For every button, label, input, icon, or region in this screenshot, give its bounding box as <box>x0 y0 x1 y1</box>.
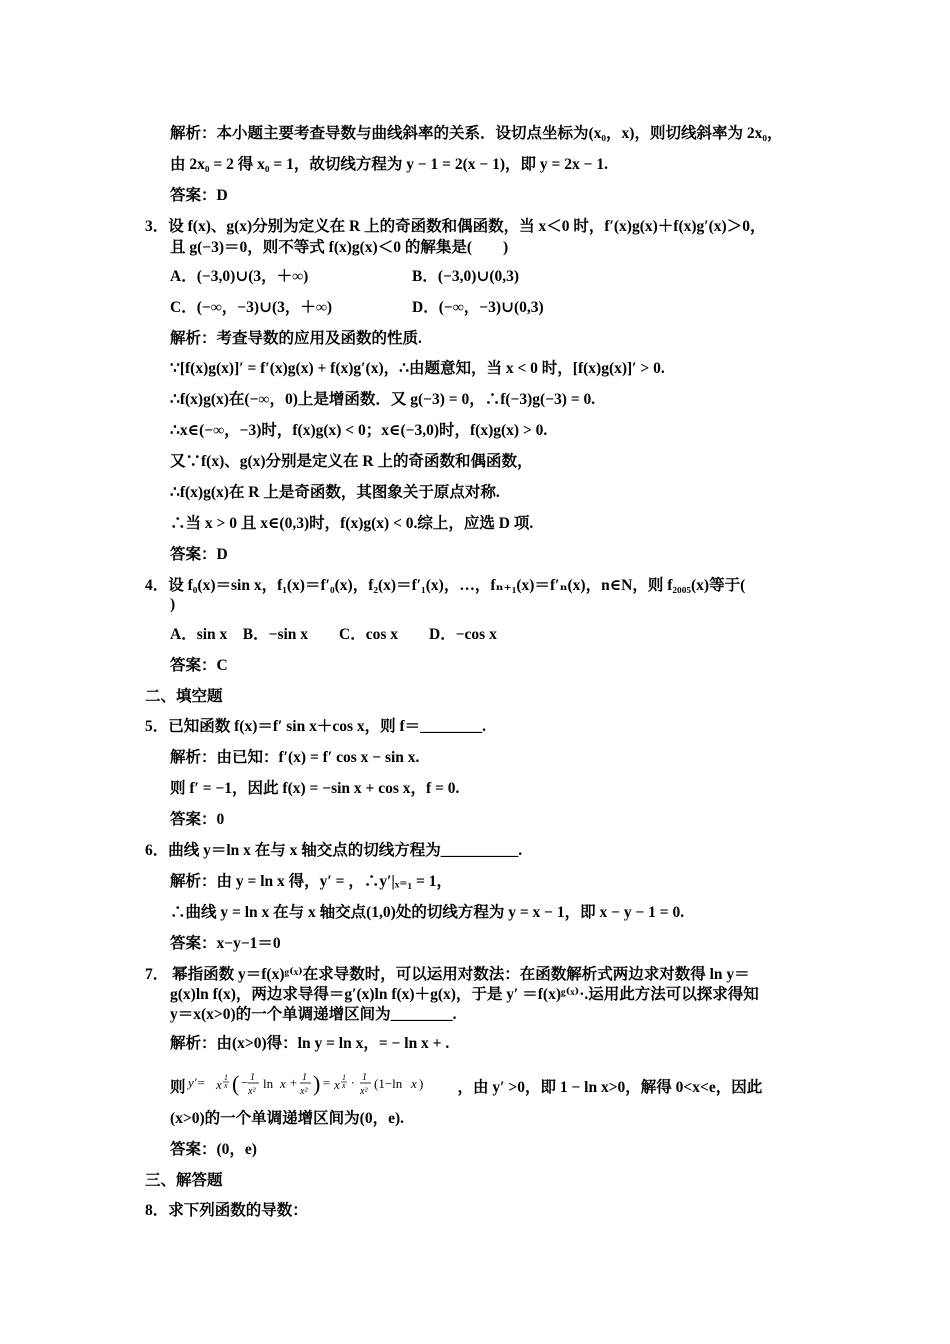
svg-text:1: 1 <box>249 1072 255 1083</box>
solution-line: 由 2x₀ = 2 得 x₀ = 1，故切线方程为 y − 1 = 2(x − 1)，即 y = 2x − 1. <box>170 156 608 173</box>
svg-text:x: x <box>341 1081 346 1090</box>
solution-line-with-formula <box>170 1068 762 1109</box>
option-b: B．(−3,0)∪(0,3) <box>412 268 520 285</box>
solution-line: 又∵f(x)、g(x)分别是定义在 R 上的奇函数和偶函数， <box>170 453 533 470</box>
solution-line: ∵[f(x)g(x)]′ = f′(x)g(x) + f(x)g′(x)，∴由题意知，当 x < 0 时，[f(x)g(x)]′ > 0. <box>170 360 665 377</box>
answer-line: 答案：C <box>170 657 228 674</box>
svg-text:x: x <box>223 1081 228 1090</box>
answer-line: 答案：0 <box>170 811 225 828</box>
svg-text:x²: x² <box>299 1086 307 1097</box>
svg-text:−: − <box>239 1075 249 1090</box>
answer-line: 答案：D <box>170 187 228 204</box>
solution-line: ∴当 x > 0 且 x∈(0,3)时，f(x)g(x) < 0.综上，应选 D 项. <box>170 515 534 532</box>
section-heading-fill-blank: 二、填空题 <box>145 688 223 705</box>
question-5: 5．已知函数 f(x)＝f′ sin x＋cos x，则 f＝________. <box>145 718 487 735</box>
question-4-cont: ) <box>170 596 176 613</box>
svg-text:x²: x² <box>247 1086 255 1097</box>
svg-text:1: 1 <box>223 1073 228 1082</box>
svg-text:(1−ln: (1−ln <box>373 1076 402 1091</box>
svg-text:x: x <box>215 1077 222 1092</box>
option-c: C．(−∞，−3)∪(3，＋∞) <box>170 299 333 316</box>
svg-text:1: 1 <box>361 1072 367 1083</box>
answer-line: 答案：x−y−1＝0 <box>170 935 281 952</box>
solution-line: 解析：由已知：f′(x) = f′ cos x − sin x. <box>170 749 420 766</box>
svg-text:y′=: y′= <box>187 1075 205 1090</box>
svg-text:x: x <box>410 1076 417 1091</box>
question-6: 6．曲线 y＝ln x 在与 x 轴交点的切线方程为__________. <box>145 842 523 859</box>
solution-line: ∴f(x)g(x)在 R 上是奇函数，其图象关于原点对称. <box>170 484 500 501</box>
svg-text:·: · <box>350 1075 354 1090</box>
solution-line: ∴x∈(−∞，−3)时，f(x)g(x) < 0；x∈(−3,0)时，f(x)g(x) > 0. <box>170 422 548 439</box>
solution-line: (x>0)的一个单调递增区间为(0，e). <box>170 1110 404 1127</box>
svg-text:x²: x² <box>359 1086 367 1097</box>
svg-text:ln: ln <box>262 1076 273 1091</box>
svg-text:=: = <box>321 1075 331 1090</box>
question-4-options: A．sin x B．−sin x C．cos x D．−cos x <box>170 626 497 643</box>
svg-text:(: ( <box>231 1071 239 1096</box>
formula-suffix: ，由 y′ >0，即 1 − ln x>0，解得 0<x<e，因此 <box>457 1079 763 1097</box>
answer-line: 答案：D <box>170 546 228 563</box>
solution-line: ∴曲线 y = ln x 在与 x 轴交点(1,0)处的切线方程为 y = x − 1，即 x − y − 1 = 0. <box>170 904 685 921</box>
question-3: 3．设 f(x)、g(x)分别为定义在 R 上的奇函数和偶函数，当 x＜0 时，f′(x)g(x)＋f(x)g′(x)＞0， <box>145 218 766 235</box>
formula-prefix: 则 <box>170 1079 186 1097</box>
question-7: 7． 幂指函数 y＝f(x)ᵍ⁽ˣ⁾在求导数时，可以运用对数法：在函数解析式两边求对数得 ln y＝ <box>145 966 750 983</box>
answer-line: 答案：(0，e) <box>170 1141 257 1158</box>
option-d: D．(−∞，−3)∪(0,3) <box>412 299 544 316</box>
solution-line: ∴f(x)g(x)在(−∞，0)上是增函数．又 g(−3) = 0，∴f(−3)g(−3) = 0. <box>170 391 596 408</box>
solution-line: 则 f′ = −1，因此 f(x) = −sin x + cos x，f = 0. <box>170 780 460 797</box>
solution-line: 解析：本小题主要考查导数与曲线斜率的关系．设切点坐标为(x₀，x)，则切线斜率为 2x₀， <box>170 125 783 142</box>
option-a: A．(−3,0)∪(3，＋∞) <box>170 268 309 285</box>
svg-text:+: + <box>288 1075 298 1090</box>
section-heading-problems: 三、解答题 <box>145 1172 223 1189</box>
svg-text:1: 1 <box>341 1073 346 1082</box>
svg-text:): ) <box>312 1071 320 1096</box>
svg-text:x: x <box>279 1076 286 1091</box>
question-7-cont: y＝x(x>0)的一个单调递增区间为________. <box>170 1006 457 1023</box>
solution-line: 解析：考查导数的应用及函数的性质. <box>170 330 422 347</box>
question-8: 8．求下列函数的导数： <box>145 1202 308 1219</box>
svg-text:x: x <box>333 1077 340 1092</box>
solution-line: 解析：由 y = ln x 得，y′ = ，∴y′|ₓ₌₁ = 1， <box>170 873 452 890</box>
svg-text:1: 1 <box>301 1072 307 1083</box>
derivative-formula-image <box>186 1068 458 1109</box>
solution-line: 解析：由(x>0)得：ln y = ln x，= − ln x + . <box>170 1035 450 1052</box>
question-4: 4．设 f₀(x)＝sin x，f₁(x)＝f′₀(x)，f₂(x)＝f′₁(x)，…，fₙ₊₁(x)＝f′ₙ(x)，n∈N，则 f₂₀₀₅(x)等于( <box>145 577 746 594</box>
question-3-cont: 且 g(−3)＝0，则不等式 f(x)g(x)＜0 的解集是( ) <box>170 239 509 256</box>
question-7-cont: g(x)ln f(x)，两边求导得＝g′(x)ln f(x)＋g(x)，于是 y′ ＝f(x)ᵍ⁽ˣ⁾·.运用此方法可以探求得知 <box>170 986 759 1003</box>
svg-text:): ) <box>418 1076 423 1091</box>
